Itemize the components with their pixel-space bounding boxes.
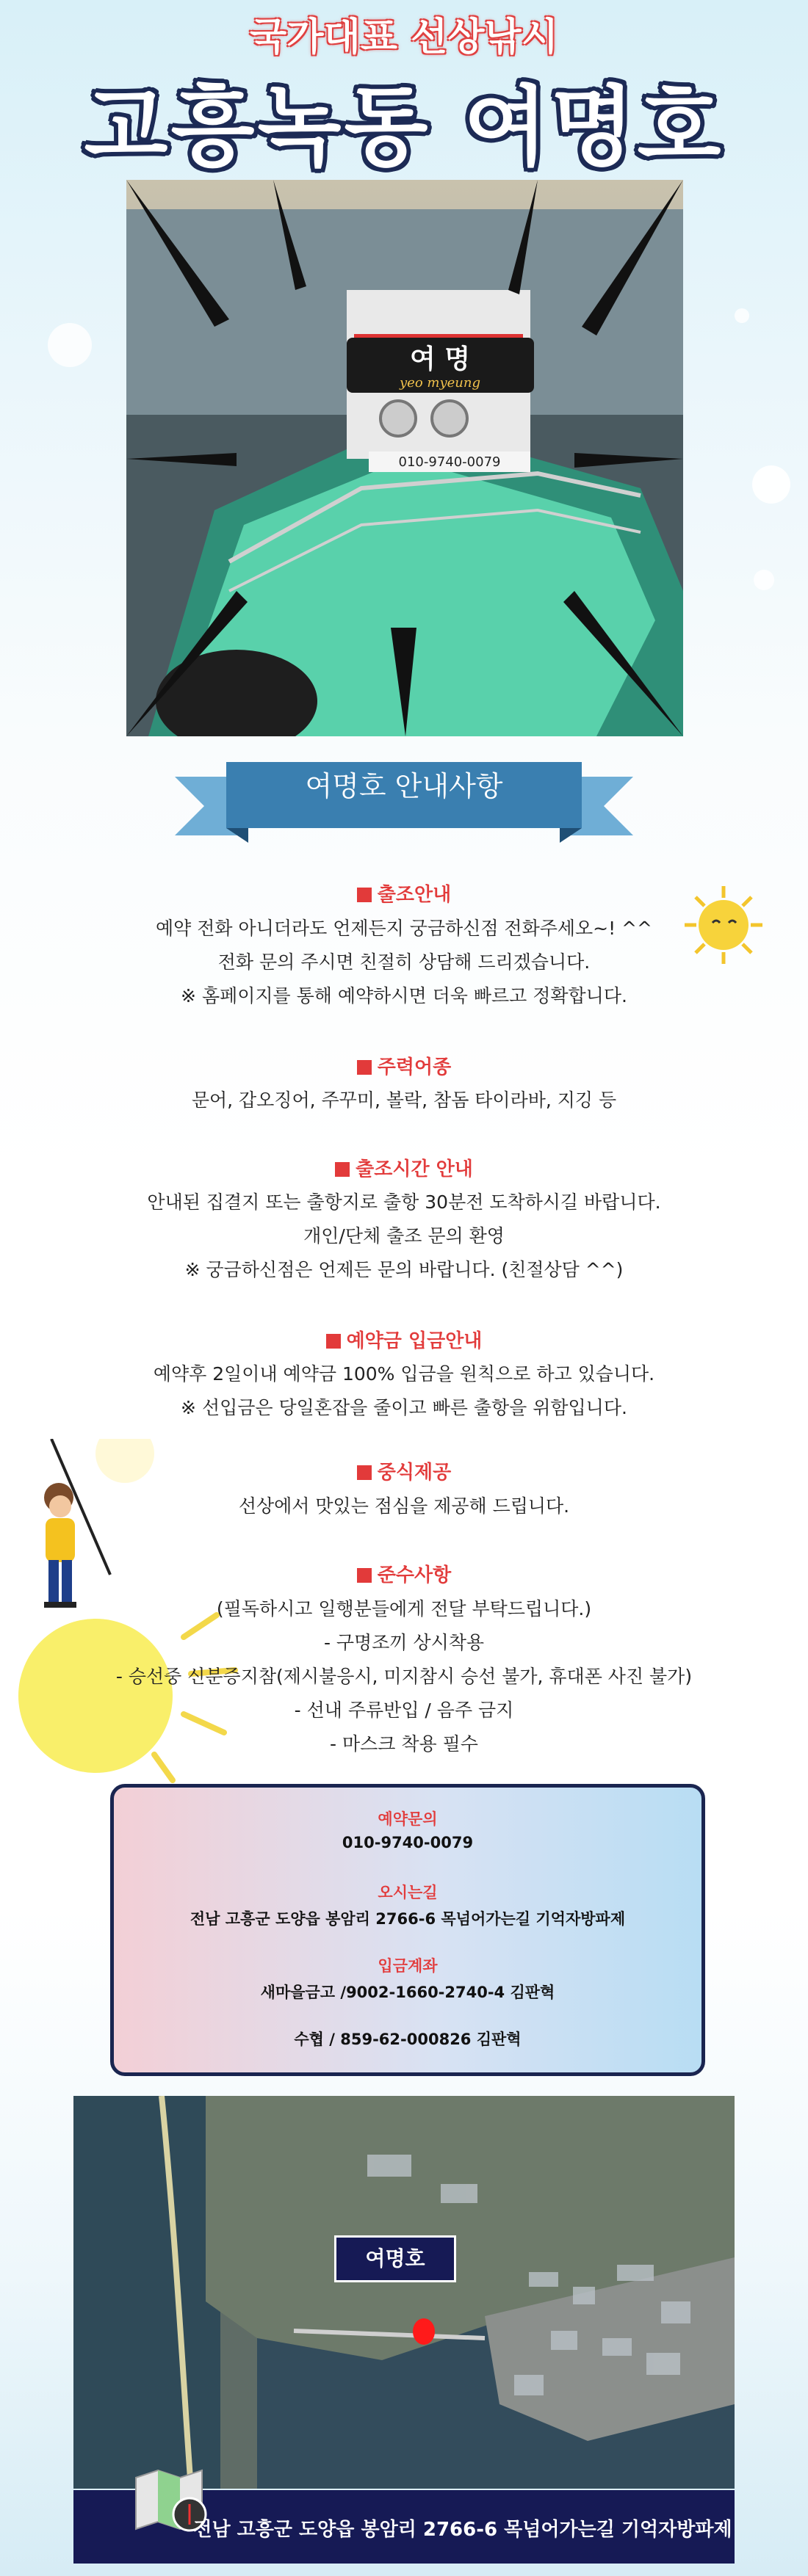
bank-label: 입금계좌 (378, 1957, 438, 1975)
section-line: ※ 궁금하신점은 언제든 문의 바랍니다. (친절상담 ^^) (184, 1259, 624, 1280)
section-line: 문어, 갑오징어, 주꾸미, 볼락, 참돔 타이라바, 지깅 등 (191, 1089, 617, 1111)
section-line: - 마스크 착용 필수 (330, 1733, 478, 1755)
section-line: - 구명조끼 상시착용 (323, 1632, 485, 1653)
section-title-deposit: 예약금 입금안내 (0, 1326, 808, 1353)
reserve-label: 예약문의 (378, 1810, 438, 1828)
address-text: 전남 고흥군 도양읍 봉암리 2766-6 목넘어가는길 기억자방파제 (190, 1910, 626, 1928)
page-title: 고흥녹동 여명호 (84, 76, 724, 178)
section-title-schedule: 출조시간 안내 (0, 1154, 808, 1181)
boat-sign-roman: yeo myeung (400, 375, 480, 391)
section-line: 예약후 2일이내 예약금 100% 입금을 원칙으로 하고 있습니다. (153, 1363, 655, 1385)
section-line: - 선내 주류반입 / 음주 금지 (294, 1699, 514, 1721)
section-title-species: 주력어종 (0, 1052, 808, 1079)
bank-account-1: 새마을금고 /9002-1660-2740-4 김판혁 (260, 1984, 555, 2001)
section-title-departure: 출조안내 (0, 879, 808, 907)
reserve-phone[interactable]: 010-9740-0079 (342, 1834, 474, 1851)
section-line: ※ 선입금은 당일혼잡을 줄이고 빠른 출항을 위함입니다. (181, 1397, 627, 1418)
map-address-text: 전남 고흥군 도양읍 봉암리 2766-6 목넘어가는길 기억자방파제 (193, 2519, 732, 2541)
section-line: (필독하시고 일행분들에게 전달 부탁드립니다.) (216, 1598, 592, 1619)
section-line: 선상에서 맛있는 점심을 제공해 드립니다. (238, 1495, 570, 1517)
boat-phone-plate: 010-9740-0079 (398, 454, 501, 470)
address-label: 오시는길 (378, 1884, 438, 1901)
section-line: 안내된 집결지 또는 출항지로 출항 30분전 도착하시길 바랍니다. (147, 1191, 661, 1213)
section-title-rules: 준수사항 (0, 1560, 808, 1587)
section-line: 예약 전화 아니더라도 언제든지 궁금하신점 전화주세오~! ^^ (156, 918, 652, 939)
boat-sign-name: 여 명 (409, 344, 471, 374)
section-line: 개인/단체 출조 문의 환영 (303, 1225, 505, 1247)
section-line: ※ 홈페이지를 통해 예약하시면 더욱 빠르고 정확합니다. (181, 985, 627, 1006)
bank-account-2: 수협 / 859-62-000826 김판혁 (294, 2031, 522, 2048)
ribbon-label: 여명호 안내사항 (305, 770, 503, 802)
boat-photo (126, 180, 683, 736)
section-line: 전화 문의 주시면 친절히 상담해 드리겠습니다. (217, 951, 591, 973)
section-line: - 승선중 신분증지참(제시불응시, 미지참시 승선 불가, 휴대폰 사진 불가) (115, 1666, 693, 1687)
header-subtitle: 국가대표 선상낚시 (250, 15, 558, 59)
map-label: 여명호 (365, 2246, 425, 2271)
location-map[interactable] (73, 2096, 735, 2489)
section-title-lunch: 중식제공 (0, 1457, 808, 1484)
map-pin-icon (411, 2318, 436, 2348)
